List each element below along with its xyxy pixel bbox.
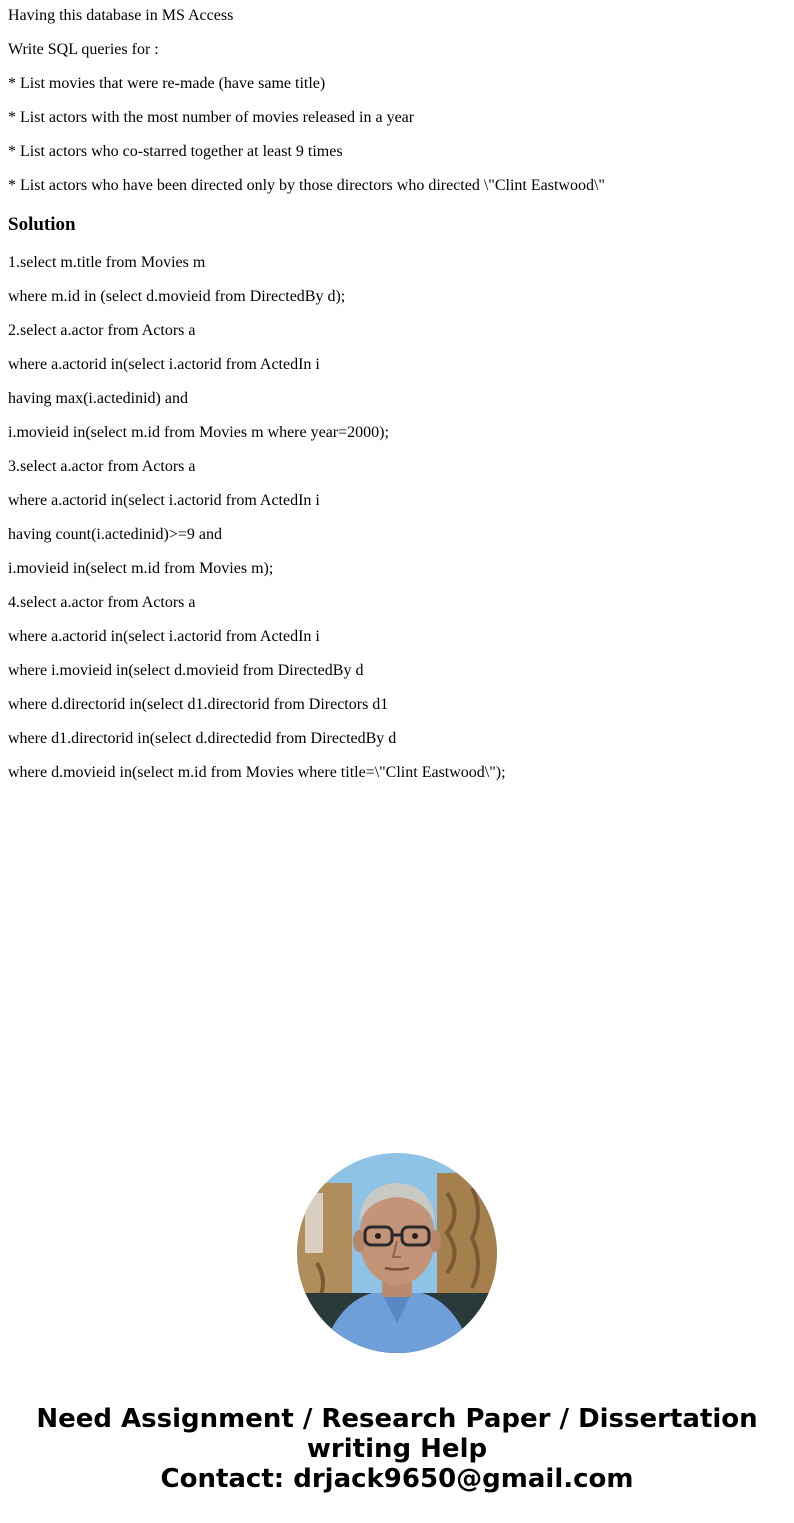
promo-contact: Contact: drjack9650@gmail.com	[160, 1464, 634, 1494]
solution-line: having count(i.actedinid)>=9 and	[8, 526, 222, 543]
solution-line: i.movieid in(select m.id from Movies m where year=2000);	[8, 424, 389, 441]
solution-line: 4.select a.actor from Actors a	[8, 594, 196, 611]
solution-line: 3.select a.actor from Actors a	[8, 458, 196, 475]
solution-line: where a.actorid in(select i.actorid from ActedIn i	[8, 492, 320, 509]
promo-banner	[0, 1404, 794, 1494]
author-avatar	[297, 1153, 497, 1353]
question-line: * List movies that were re-made (have same title)	[8, 75, 326, 92]
question-line: Write SQL queries for :	[8, 41, 159, 58]
solution-line: where m.id in (select d.movieid from DirectedBy d);	[8, 288, 346, 305]
solution-line: where i.movieid in(select d.movieid from DirectedBy d	[8, 662, 364, 679]
solution-line: having max(i.actedinid) and	[8, 390, 188, 407]
question-line: Having this database in MS Access	[8, 7, 234, 24]
promo-line: writing Help	[306, 1434, 488, 1464]
promo-line: Need Assignment / Research Paper / Dissertation	[36, 1404, 758, 1434]
solution-line: where a.actorid in(select i.actorid from ActedIn i	[8, 356, 320, 373]
question-line: * List actors with the most number of movies released in a year	[8, 109, 415, 126]
solution-line: where d1.directorid in(select d.directedid from DirectedBy d	[8, 730, 397, 747]
solution-line: 1.select m.title from Movies m	[8, 254, 206, 271]
solution-line: i.movieid in(select m.id from Movies m);	[8, 560, 274, 577]
solution-line: where d.movieid in(select m.id from Movies where title=\"Clint Eastwood\");	[8, 764, 506, 781]
solution-line: where d.directorid in(select d1.directorid from Directors d1	[8, 696, 389, 713]
question-line: * List actors who have been directed only by those directors who directed \"Clint Eastwood\"	[8, 177, 605, 194]
question-line: * List actors who co-starred together at least 9 times	[8, 143, 343, 160]
solution-line: where a.actorid in(select i.actorid from ActedIn i	[8, 628, 320, 645]
author-photo	[297, 1153, 497, 1353]
solution-heading: Solution	[8, 214, 76, 235]
solution-line: 2.select a.actor from Actors a	[8, 322, 196, 339]
